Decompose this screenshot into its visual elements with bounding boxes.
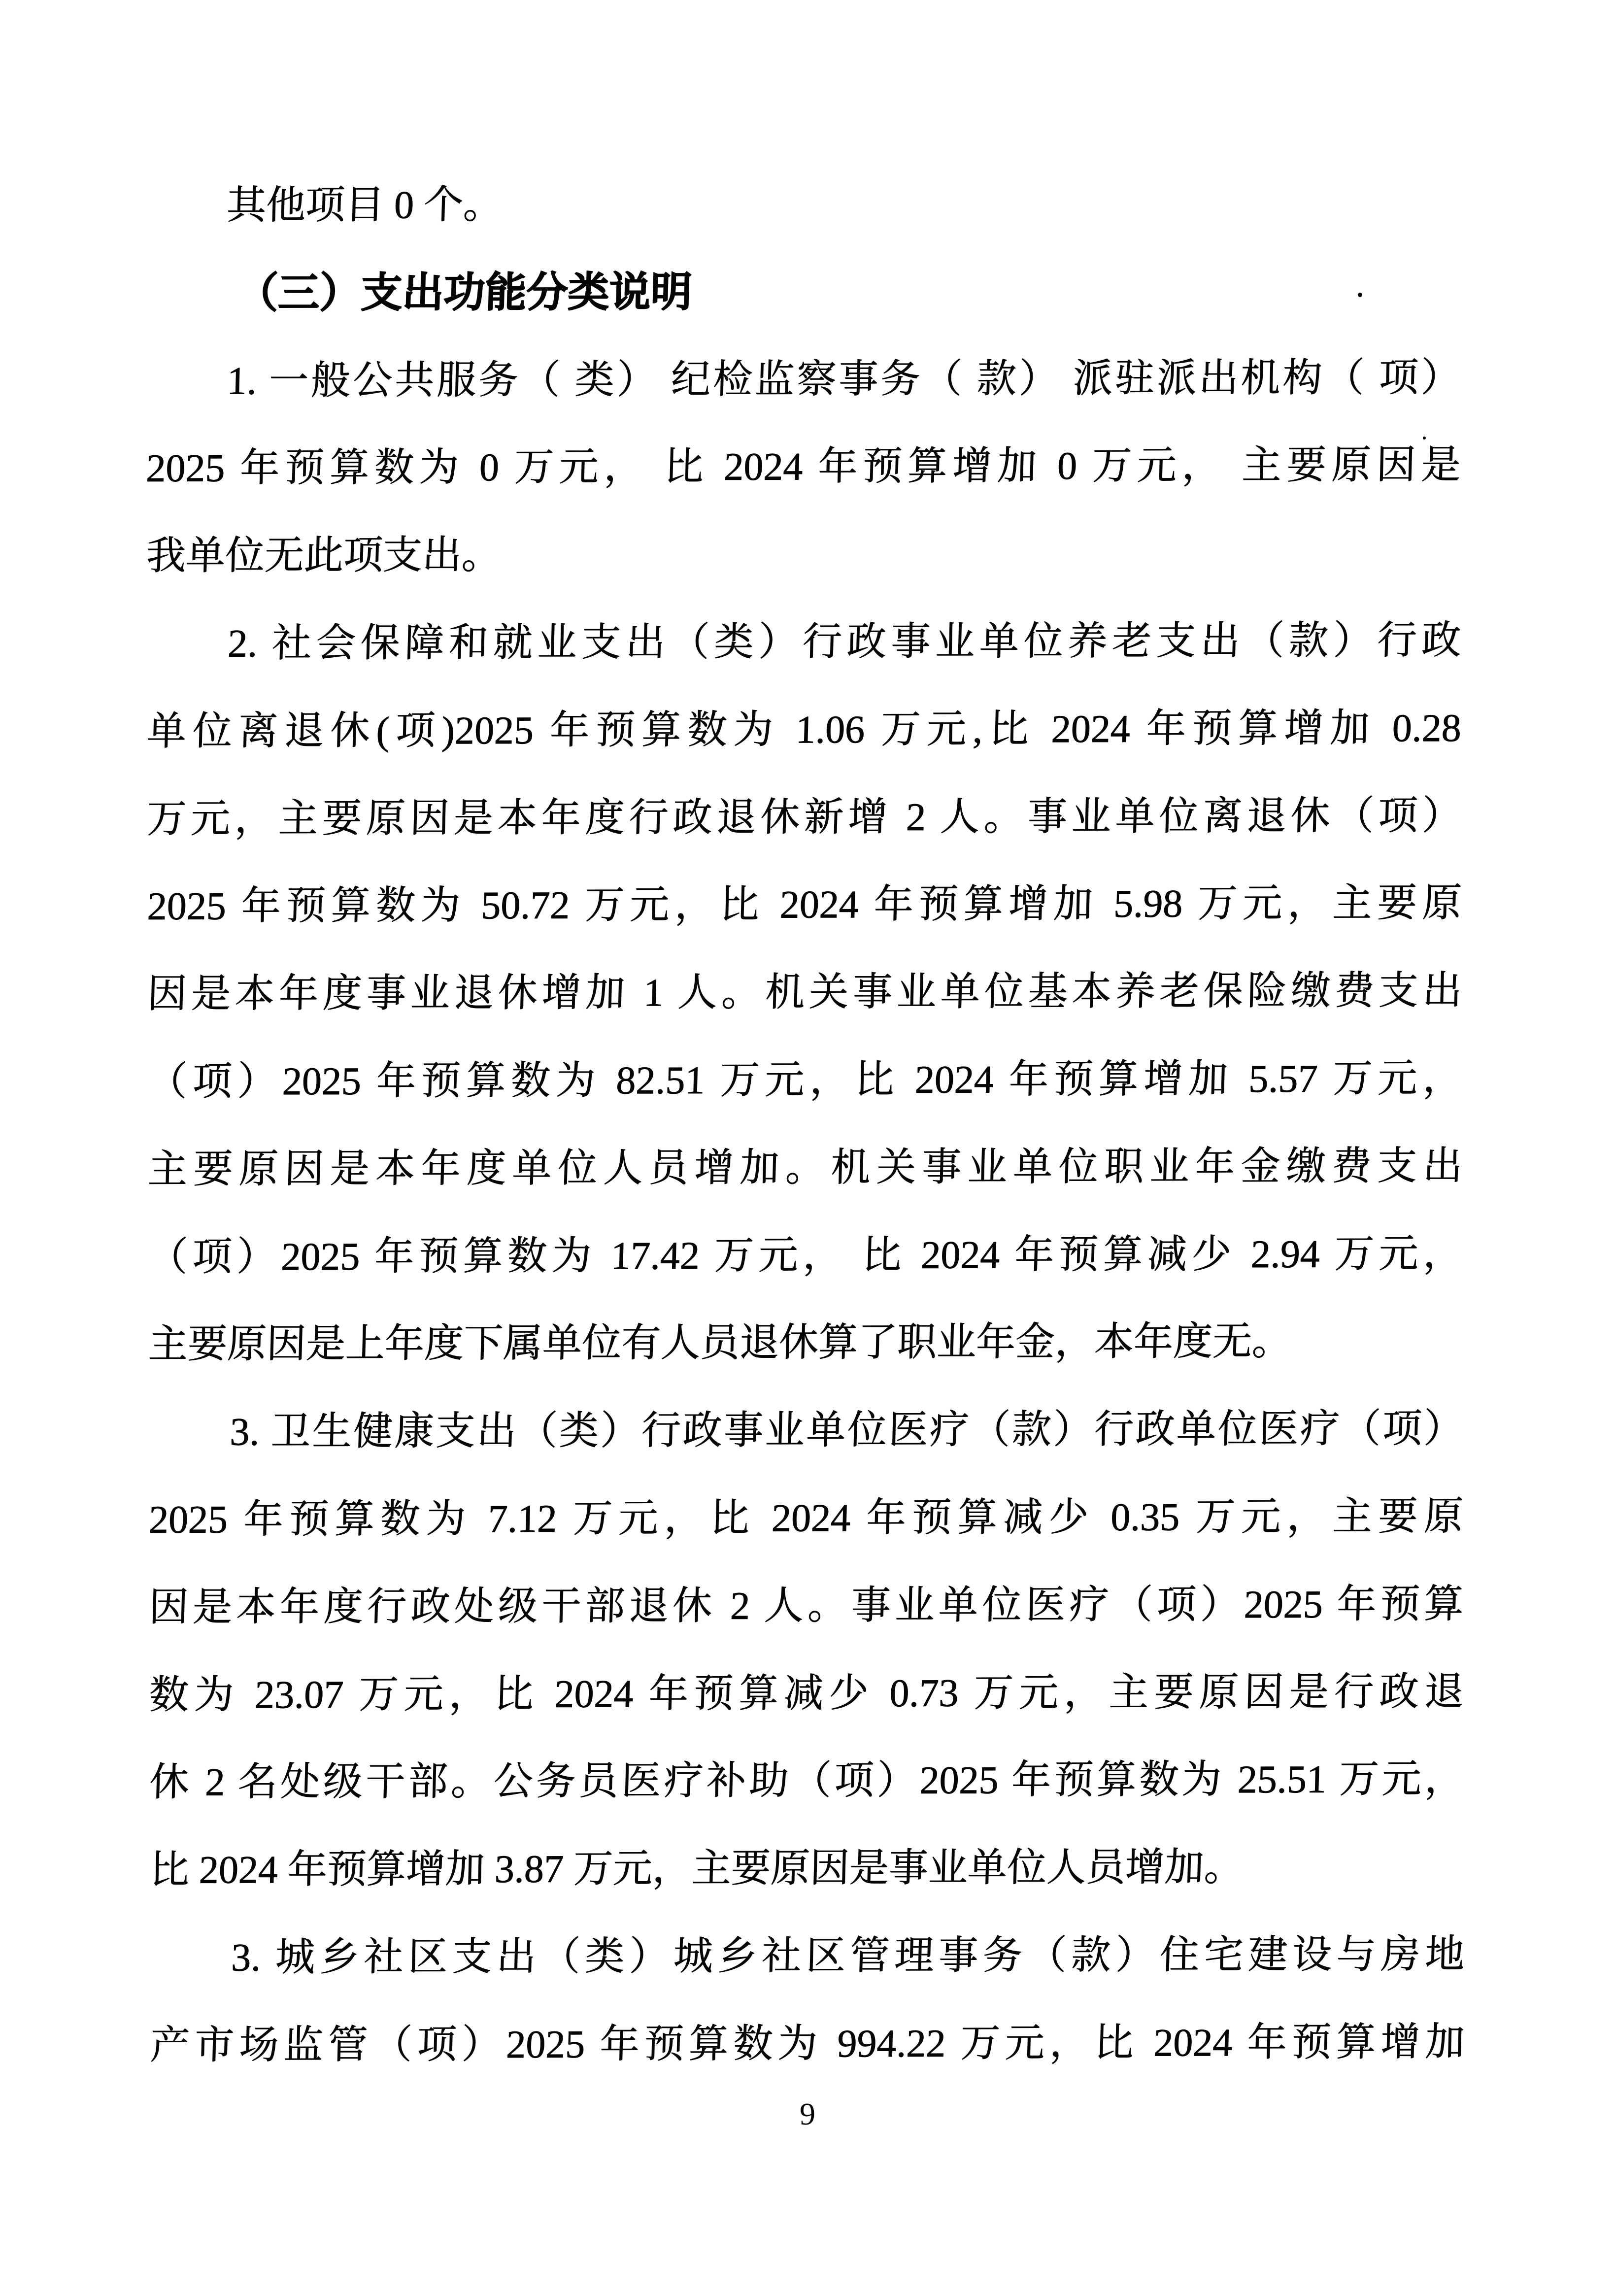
page-number: 9 [800, 2096, 815, 2131]
section-heading: （三）支出功能分类说明 [236, 269, 693, 317]
text-line: 3. 卫生健康支出（类）行政事业单位医疗（款）行政单位医疗（项） [229, 1407, 1464, 1454]
text-line: 产市场监管（项）2025 年预算数为 994.22 万元，比 2024 年预算增加 [149, 2020, 1466, 2067]
text-line: 主要原因是本年度单位人员增加。机关事业单位职业年金缴费支出 [147, 1144, 1463, 1191]
text-line: 2025 年预算数为 7.12 万元，比 2024 年预算减少 0.35 万元，主要原 [148, 1494, 1464, 1542]
text-line: 比 2024 年预算增加 3.87 万元，主要原因是事业单位人员增加。 [149, 1846, 1245, 1892]
text-line: 单位离退休(项)2025 年预算数为 1.06 万元,比 2024 年预算增加 0.28 [146, 706, 1462, 753]
text-line: （项）2025 年预算数为 17.42 万元， 比 2024 年预算减少 2.94 万元， [147, 1232, 1463, 1279]
scan-speck [1358, 293, 1362, 297]
text-line: 其他项目 0 个。 [226, 183, 504, 228]
text-line: 主要原因是上年度下属单位有人员退休算了职业年金，本年度无。 [148, 1320, 1292, 1367]
text-line: 休 2 名处级干部。公务员医疗补助（项）2025 年预算数为 25.51 万元， [149, 1757, 1465, 1805]
text-line: 因是本年度行政处级干部退休 2 人。事业单位医疗（项）2025 年预算 [148, 1582, 1464, 1629]
document-body [145, 159, 1465, 2090]
text-line: 2. 社会保障和就业支出（类）行政事业单位养老支出（款）行政 [227, 618, 1462, 666]
text-line: 因是本年度事业退休增加 1 人。机关事业单位基本养老保险缴费支出 [147, 969, 1463, 1016]
text-line: 2025 年预算数为 50.72 万元，比 2024 年预算增加 5.98 万元，主要原 [146, 881, 1462, 929]
text-line: 数为 23.07 万元，比 2024 年预算减少 0.73 万元，主要原因是行政退 [148, 1670, 1465, 1717]
text-line: 1. 一般公共服务（ 类） 纪检监察事务（ 款） 派驻派出机构（ 项） [226, 356, 1461, 403]
text-line: （项）2025 年预算数为 82.51 万元，比 2024 年预算增加 5.57 万元， [147, 1056, 1463, 1104]
text-line: 2025 年预算数为 0 万元， 比 2024 年预算增加 0 万元， 主要原因是 [145, 443, 1461, 491]
text-line: 我单位无此项支出。 [145, 534, 502, 578]
text-line: 万元，主要原因是本年度行政退休新增 2 人。事业单位离退休（项） [146, 794, 1462, 841]
text-line: 3. 城乡社区支出（类）城乡社区管理事务（款）住宅建设与房地 [231, 1932, 1465, 1980]
scan-speck [1423, 437, 1426, 439]
